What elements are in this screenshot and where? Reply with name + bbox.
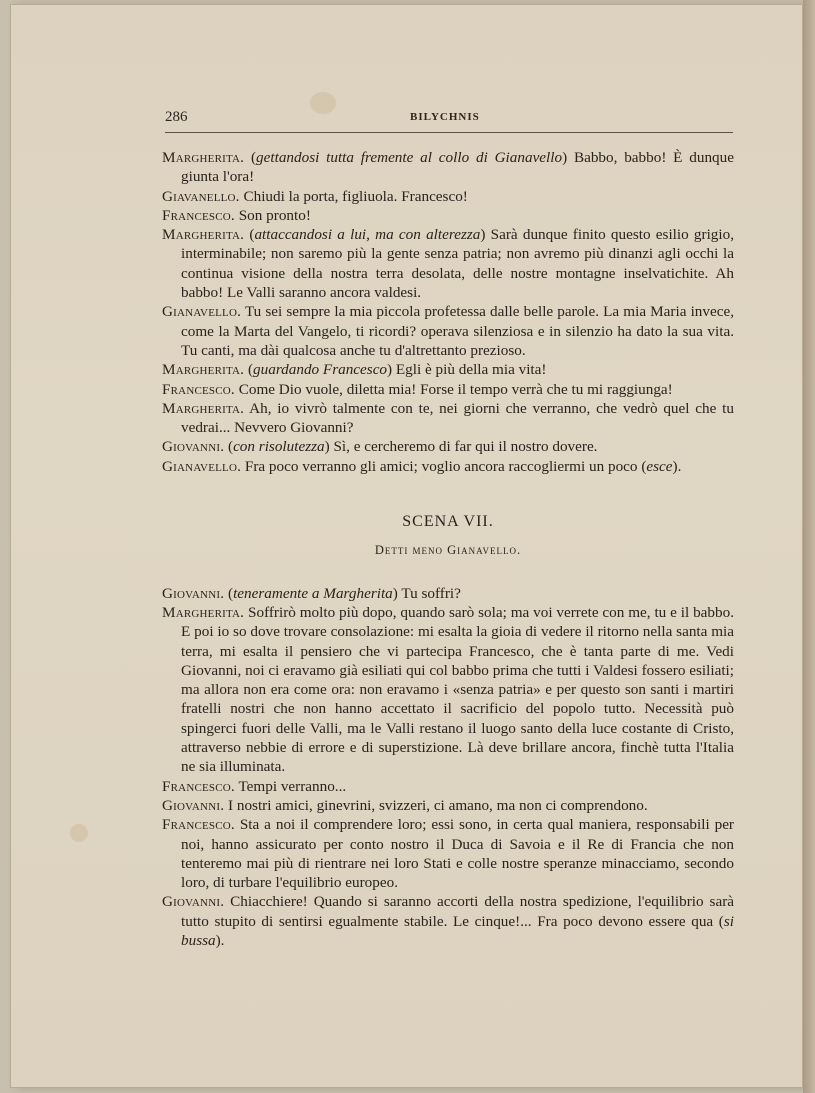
stage-direction: guardando Francesco: [253, 361, 388, 379]
speech-text: Come Dio vuole, diletta mia! Forse il tempo verrà che tu mi raggiunga!: [234, 380, 673, 398]
play-text: [162, 148, 734, 950]
punctuation: (: [244, 361, 254, 379]
speaker-name: Margherita.: [162, 149, 245, 166]
speech: [162, 302, 734, 360]
speech-text: Chiacchiere! Quando si saranno accorti della nostra spedizione, l'equilibrio sarà tutto stupito di sentirsi egualmente stabile. Le cinque!... Fra poco devono essere qua (: [181, 893, 734, 930]
speech-text: ) Sì, e cercheremo di far qui il nostro dovere.: [324, 438, 598, 456]
speech-text: Tu sei sempre la mia piccola profetessa dalle belle parole. La mia Maria invece, come la Marta del Vangelo, ti ricordi? operava silenziosa e in silenzio ha dato la sua vita. Tu canti, ma dài qualcosa anche tu d'altrettanto prezioso.: [181, 303, 734, 359]
speaker-name: Giovanni.: [162, 893, 225, 911]
punctuation: (: [244, 149, 257, 166]
speech: [162, 892, 734, 950]
speaker-name: Giavanello.: [162, 187, 240, 205]
speech: [162, 815, 734, 892]
punctuation: ).: [215, 931, 225, 949]
scene-title: SCENA VII.: [402, 513, 494, 531]
book-spine-edge: [803, 0, 815, 1093]
speech-text: Sta a noi il comprendere loro; essi sono, in certa qual maniera, responsabili per noi, hanno assicurato per conto nostro il Duca di Savoia e il Re di Francia che non tenteremo mai più di rientrare nei loro Stati e colle nostre speranze minacciamo, secondo loro, di turbare l'equilibrio europeo.: [181, 816, 734, 892]
dialogue-block-bottom: [162, 584, 734, 951]
speaker-name: Margherita.: [162, 361, 245, 379]
speech: [162, 148, 734, 187]
paper-stain: [70, 824, 88, 842]
speech-text: Fra poco verranno gli amici; voglio ancora raccogliermi un poco (: [241, 457, 647, 475]
speech-text: ) Babbo, babbo! È dunque giunta l'ora!: [181, 149, 734, 186]
speech-text: Son pronto!: [234, 206, 311, 224]
speech: [162, 206, 734, 225]
speaker-name: Margherita.: [162, 603, 245, 621]
page-number: 286: [165, 109, 188, 125]
stage-direction: con risolutezza: [233, 438, 325, 456]
speech: [162, 437, 734, 456]
speech: [162, 457, 734, 476]
speech: [162, 796, 734, 815]
punctuation: ).: [672, 457, 682, 475]
speech: [162, 380, 734, 399]
speech-text: Ah, io vivrò talmente con te, nei giorni che verranno, che vedrò quel che tu vedrai... Nevvero Giovanni?: [181, 399, 734, 437]
speaker-name: Gianavello.: [162, 303, 242, 321]
speech-text: ) Egli è più della mia vita!: [387, 361, 547, 379]
speaker-name: Francesco.: [162, 816, 235, 834]
punctuation: (: [224, 584, 234, 602]
speech: [162, 603, 734, 777]
stage-direction: si bussa: [181, 912, 734, 949]
stage-direction: gettandosi tutta fremente al collo di Gianavello: [256, 149, 563, 166]
scene-subtitle: Detti meno Gianavello.: [374, 543, 522, 558]
speech-text: Soffrirò molto più dopo, quando sarò sola; ma voi verrete con me, tu e il babbo. E poi io so dove trovare consolazione: mi esalta la gioia di vedere il ritorno nella santa mia terra, mi esalta il pensiero che vi partecipa Francesco, che è tanta parte di me. Vedi Giovanni, noi ci eravamo già esiliati qui col babbo prima che tutti i Valdesi fossero esiliati; ma allora non era come ora: non eravamo i «senza patria» e per questo son santi i martiri fratelli nostri che non hanno accettato il sacrificio del popolo tutto. Necessità può spingerci fuori delle Valli, ma le Valli restano il luogo santo della luce costante di Cristo, attraverso nebbie di errore e di superstizione. Là deve brillare ancora, finchè tutta l'Italia ne sia illuminata.: [181, 603, 734, 776]
dialogue-block-top: [162, 148, 734, 476]
running-title: BILYCHNIS: [410, 111, 480, 123]
speech: [162, 187, 734, 206]
speech: [162, 360, 734, 379]
speaker-name: Margherita.: [162, 399, 245, 417]
book-page: [10, 4, 803, 1088]
speaker-name: Francesco.: [162, 206, 235, 224]
speech: [162, 777, 734, 796]
speaker-name: Gianavello.: [162, 457, 242, 475]
stage-direction: attaccandosi a lui, ma con alterezza: [254, 226, 481, 244]
speech-text: Chiudi la porta, figliuola. Francesco!: [239, 187, 468, 205]
speaker-name: Margherita.: [162, 226, 245, 244]
speech: [162, 225, 734, 302]
speech-text: I nostri amici, ginevrini, svizzeri, ci amano, ma non ci comprendono.: [224, 796, 648, 814]
stage-direction: teneramente a Margherita: [233, 584, 393, 602]
punctuation: (: [224, 438, 234, 456]
page-header: [165, 108, 733, 133]
stage-direction: esce: [646, 457, 673, 475]
speech-text: Tempi verranno...: [234, 777, 347, 795]
speaker-name: Francesco.: [162, 380, 235, 398]
speaker-name: Giovanni.: [162, 796, 225, 814]
speaker-name: Giovanni.: [162, 584, 225, 602]
speech: [162, 584, 734, 603]
punctuation: (: [244, 226, 255, 244]
speech: [162, 399, 734, 438]
speech-text: ) Tu soffri?: [392, 584, 461, 602]
speech-text: ) Sarà dunque finito questo esilio grigio, interminabile; non saremo più la gente senza patria; non avremo più dinanzi agli occhi la continua visione della nostra terra desolata, delle nostre montagne inselvatichite. Ah babbo! Le Valli saranno ancora valdesi.: [181, 226, 734, 302]
speaker-name: Francesco.: [162, 777, 235, 795]
speaker-name: Giovanni.: [162, 438, 225, 456]
